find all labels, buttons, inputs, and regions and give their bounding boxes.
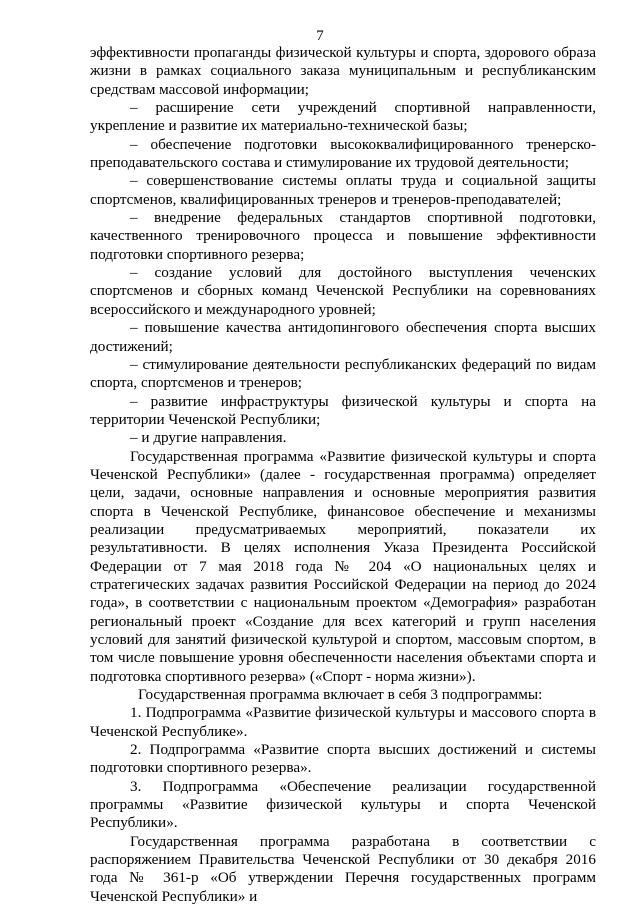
page-number: 7 <box>316 28 324 44</box>
paragraph-continuation: эффективности пропаганды физической культуры и спорта, здорового образа жизни в рамках социального заказа муниципальным и республиканским средствам массовой информации; <box>90 44 596 98</box>
list-item-labor-remuneration: – совершенствование системы оплаты труда и социальной защиты спортсменов, квалифицированных тренеров и тренеров-преподавателей; <box>90 172 596 208</box>
list-item-antidoping: – повышение качества антидопингового обеспечения спорта высших достижений; <box>90 319 596 355</box>
subprogram-item-3: 3. Подпрограмма «Обеспечение реализации государственной программы «Развитие физической культуры и спорта Чеченской Республики». <box>90 777 596 832</box>
list-item-sports-infrastructure: – развитие инфраструктуры физической культуры и спорта на территории Чеченской Республики; <box>90 392 596 428</box>
list-item-federal-standards: – внедрение федеральных стандартов спортивной подготовки, качественного тренировочного процесса и повышение эффективности подготовки спортивного резерва; <box>90 209 596 263</box>
list-item-other: – и другие направления. <box>130 429 287 447</box>
paragraph-legal-basis: Государственная программа разработана в соответствии с распоряжением Правительства Чеченской Республики от 30 декабря 2016 года № 361-р «Об утверждении Перечня государственных программ Чеченской Республики» и <box>90 832 596 905</box>
list-item-competition-conditions: – создание условий для достойного выступления чеченских спортсменов и сборных команд Чеченской Республики на соревнованиях всероссийского и международного уровней; <box>90 264 596 318</box>
list-item-federations: – стимулирование деятельности республиканских федераций по видам спорта, спортсменов и тренеров; <box>90 355 596 392</box>
list-item-infrastructure-network: – расширение сети учреждений спортивной направленности, укрепление и развитие их материально-технической базы; <box>90 99 596 135</box>
list-item-coaching-staff: – обеспечение подготовки высококвалифицированного тренерско-преподавательского состава и стимулирование их трудовой деятельности; <box>90 135 596 172</box>
paragraph-program-description: Государственная программа «Развитие физической культуры и спорта Чеченской Республики» (далее - государственная программа) определяет цели, задачи, основные направления и основные мероприятия развития спорта в Чеченской Республике, финансовое обеспечение и механизмы реализации предусматриваемых мероприятий, показатели их результативности. В целях исполнения Указа Президента Российской Федерации от 7 мая 2018 года № 204 «О национальных целях и стратегических задачах развития Российской Федерации на период до 2024 года», в соответствии с национальным проектом «Демография» разработан региональный проект «Создание для всех категорий и групп населения условий для занятий физической культурой и спортом, массовым спортом, в том числе повышение уровня обеспеченности населения объектами спорта и подготовка спортивного резерва» («Спорт - норма жизни»). <box>90 447 596 685</box>
paragraph-subprograms-intro: Государственная программа включает в себя 3 подпрограммы: <box>138 686 543 704</box>
document-body <box>90 44 596 906</box>
subprogram-item-2: 2. Подпрограмма «Развитие спорта высших достижений и системы подготовки спортивного резерва». <box>90 741 596 777</box>
subprogram-item-1: 1. Подпрограмма «Развитие физической культуры и массового спорта в Чеченской Республике». <box>90 704 596 740</box>
